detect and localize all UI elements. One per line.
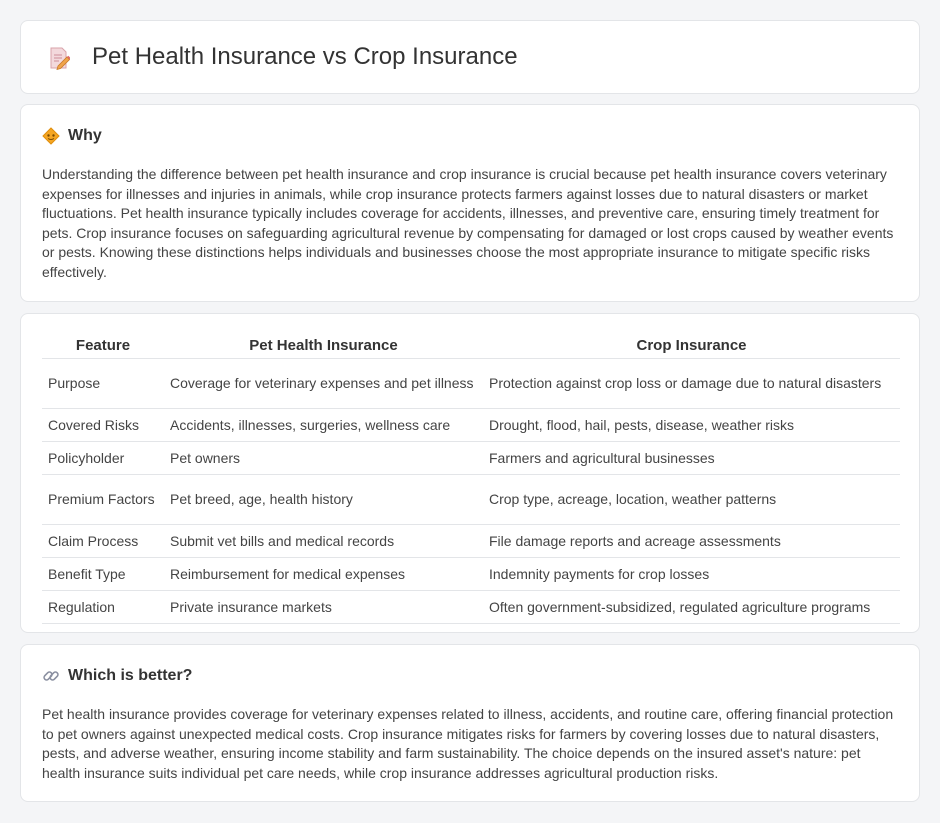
table-cell: Often government-subsidized, regulated agriculture programs [483, 590, 900, 623]
table-cell: Protection against crop loss or damage due to natural disasters [483, 358, 900, 408]
link-icon [42, 667, 60, 685]
table-cell: Indemnity payments for crop losses [483, 557, 900, 590]
table-cell: Purpose [42, 358, 164, 408]
better-heading: Which is better? [68, 667, 193, 684]
which-is-better-section [20, 644, 920, 802]
diamond-warning-icon [42, 127, 60, 145]
table-cell: Submit vet bills and medical records [164, 524, 483, 557]
header-crop-insurance: Crop Insurance [483, 336, 900, 358]
table-cell: Crop type, acreage, location, weather patterns [483, 474, 900, 524]
table-cell: Coverage for veterinary expenses and pet illness [164, 358, 483, 408]
table-cell: Covered Risks [42, 408, 164, 441]
table-row [42, 590, 900, 623]
comparison-table [42, 336, 900, 624]
header-feature: Feature [42, 336, 164, 358]
table-cell: Farmers and agricultural businesses [483, 441, 900, 474]
table-header-row [42, 336, 900, 358]
table-cell: Accidents, illnesses, surgeries, wellness care [164, 408, 483, 441]
table-row [42, 358, 900, 408]
table-row [42, 524, 900, 557]
table-row [42, 557, 900, 590]
table-row [42, 474, 900, 524]
better-text: Pet health insurance provides coverage for veterinary expenses related to illness, accidents, and routine care, offering financial protection to pet owners against unexpected medical costs. Crop insurance mitigates risks for farmers by covering losses due to natural disasters, pests, and adverse weather, ensuring income stability and farm sustainability. The choice depends on the insured asset's nature: pet health insurance suits individual pet care needs, while crop insurance addresses agricultural production risks. [42, 706, 894, 781]
why-heading: Why [68, 127, 102, 144]
table-cell: Policyholder [42, 441, 164, 474]
page-title: Pet Health Insurance vs Crop Insurance [92, 43, 518, 70]
why-text: Understanding the difference between pet health insurance and crop insurance is crucial because pet health insurance covers veterinary expenses for illnesses and injuries in animals, while crop insurance protects farmers against losses due to natural disasters or market fluctuations. Pet health insurance typically includes coverage for accidents, illnesses, and preventive care, ensuring timely treatment for pets. Crop insurance focuses on safeguarding agricultural revenue by compensating for damaged or lost crops caused by weather events or pests. Knowing these distinctions helps individuals and businesses choose the most appropriate insurance to mitigate specific risks effectively. [42, 166, 894, 280]
header-pet-health-insurance: Pet Health Insurance [164, 336, 483, 358]
table-cell: Reimbursement for medical expenses [164, 557, 483, 590]
table-cell: Private insurance markets [164, 590, 483, 623]
table-cell: Claim Process [42, 524, 164, 557]
comparison-card [20, 313, 920, 633]
document-pencil-icon [48, 46, 70, 70]
table-cell: Drought, flood, hail, pests, disease, weather risks [483, 408, 900, 441]
table-row [42, 408, 900, 441]
table-cell: Pet owners [164, 441, 483, 474]
table-row [42, 441, 900, 474]
table-cell: Regulation [42, 590, 164, 623]
better-heading-row [42, 667, 192, 685]
table-cell: Pet breed, age, health history [164, 474, 483, 524]
why-heading-row [42, 127, 102, 145]
table-cell: Benefit Type [42, 557, 164, 590]
why-section [20, 104, 920, 302]
header-card [20, 20, 920, 94]
table-cell: File damage reports and acreage assessments [483, 524, 900, 557]
table-cell: Premium Factors [42, 474, 164, 524]
